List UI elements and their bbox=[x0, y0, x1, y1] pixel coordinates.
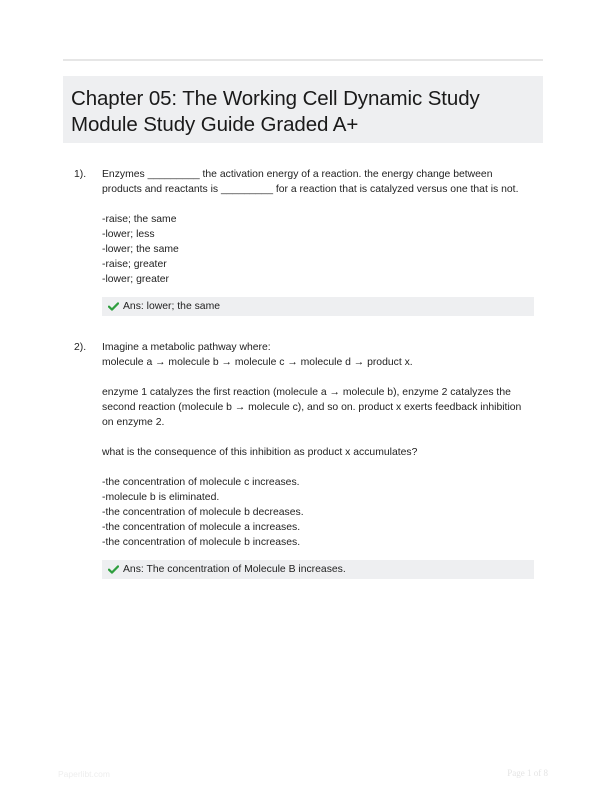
answer-box bbox=[102, 560, 534, 579]
page-number: Page 1 of 8 bbox=[507, 768, 548, 778]
footer-watermark: Paperlibt.com bbox=[58, 769, 110, 779]
option-item: -lower; the same bbox=[102, 244, 179, 255]
answer-text: Ans: The concentration of Molecule B increases. bbox=[123, 564, 346, 575]
option-item: -raise; greater bbox=[102, 259, 167, 270]
question-text-line: what is the consequence of this inhibition as product x accumulates? bbox=[102, 447, 418, 458]
title-banner bbox=[63, 76, 543, 143]
question-number: 2). bbox=[74, 342, 87, 353]
option-item: -lower; greater bbox=[102, 274, 169, 285]
question-text-line: molecule a → molecule b → molecule c → molecule d → product x. bbox=[102, 357, 413, 368]
question-1 bbox=[74, 167, 544, 317]
page-title: Chapter 05: The Working Cell Dynamic Study Module Study Guide Graded A+ bbox=[71, 87, 480, 136]
answer-box bbox=[102, 297, 534, 316]
option-item: -the concentration of molecule c increases. bbox=[102, 477, 300, 488]
option-item: -molecule b is eliminated. bbox=[102, 492, 220, 503]
option-item: -the concentration of molecule b decreases. bbox=[102, 507, 304, 518]
question-text-line: second reaction (molecule b → molecule c), and so on. product x exerts feedback inhibition bbox=[102, 402, 522, 413]
question-stem-line: products and reactants is _________ for a reaction that is catalyzed versus one that is not. bbox=[102, 184, 519, 195]
question-body bbox=[102, 167, 538, 287]
top-divider bbox=[63, 59, 543, 61]
check-icon bbox=[108, 565, 119, 574]
question-text-line: Imagine a metabolic pathway where: bbox=[102, 342, 271, 353]
question-2 bbox=[74, 340, 544, 585]
question-text-line: enzyme 1 catalyzes the first reaction (molecule a → molecule b), enzyme 2 catalyzes the bbox=[102, 387, 511, 398]
question-body bbox=[102, 340, 538, 550]
question-text-line: on enzyme 2. bbox=[102, 417, 165, 428]
question-number: 1). bbox=[74, 169, 87, 180]
option-item: -lower; less bbox=[102, 229, 155, 240]
answer-text: Ans: lower; the same bbox=[123, 301, 221, 312]
check-icon bbox=[108, 302, 119, 311]
option-item: -raise; the same bbox=[102, 214, 177, 225]
option-item: -the concentration of molecule a increases. bbox=[102, 522, 301, 533]
question-stem-line: Enzymes _________ the activation energy of a reaction. the energy change between bbox=[102, 169, 493, 180]
option-item: -the concentration of molecule b increases. bbox=[102, 537, 301, 548]
